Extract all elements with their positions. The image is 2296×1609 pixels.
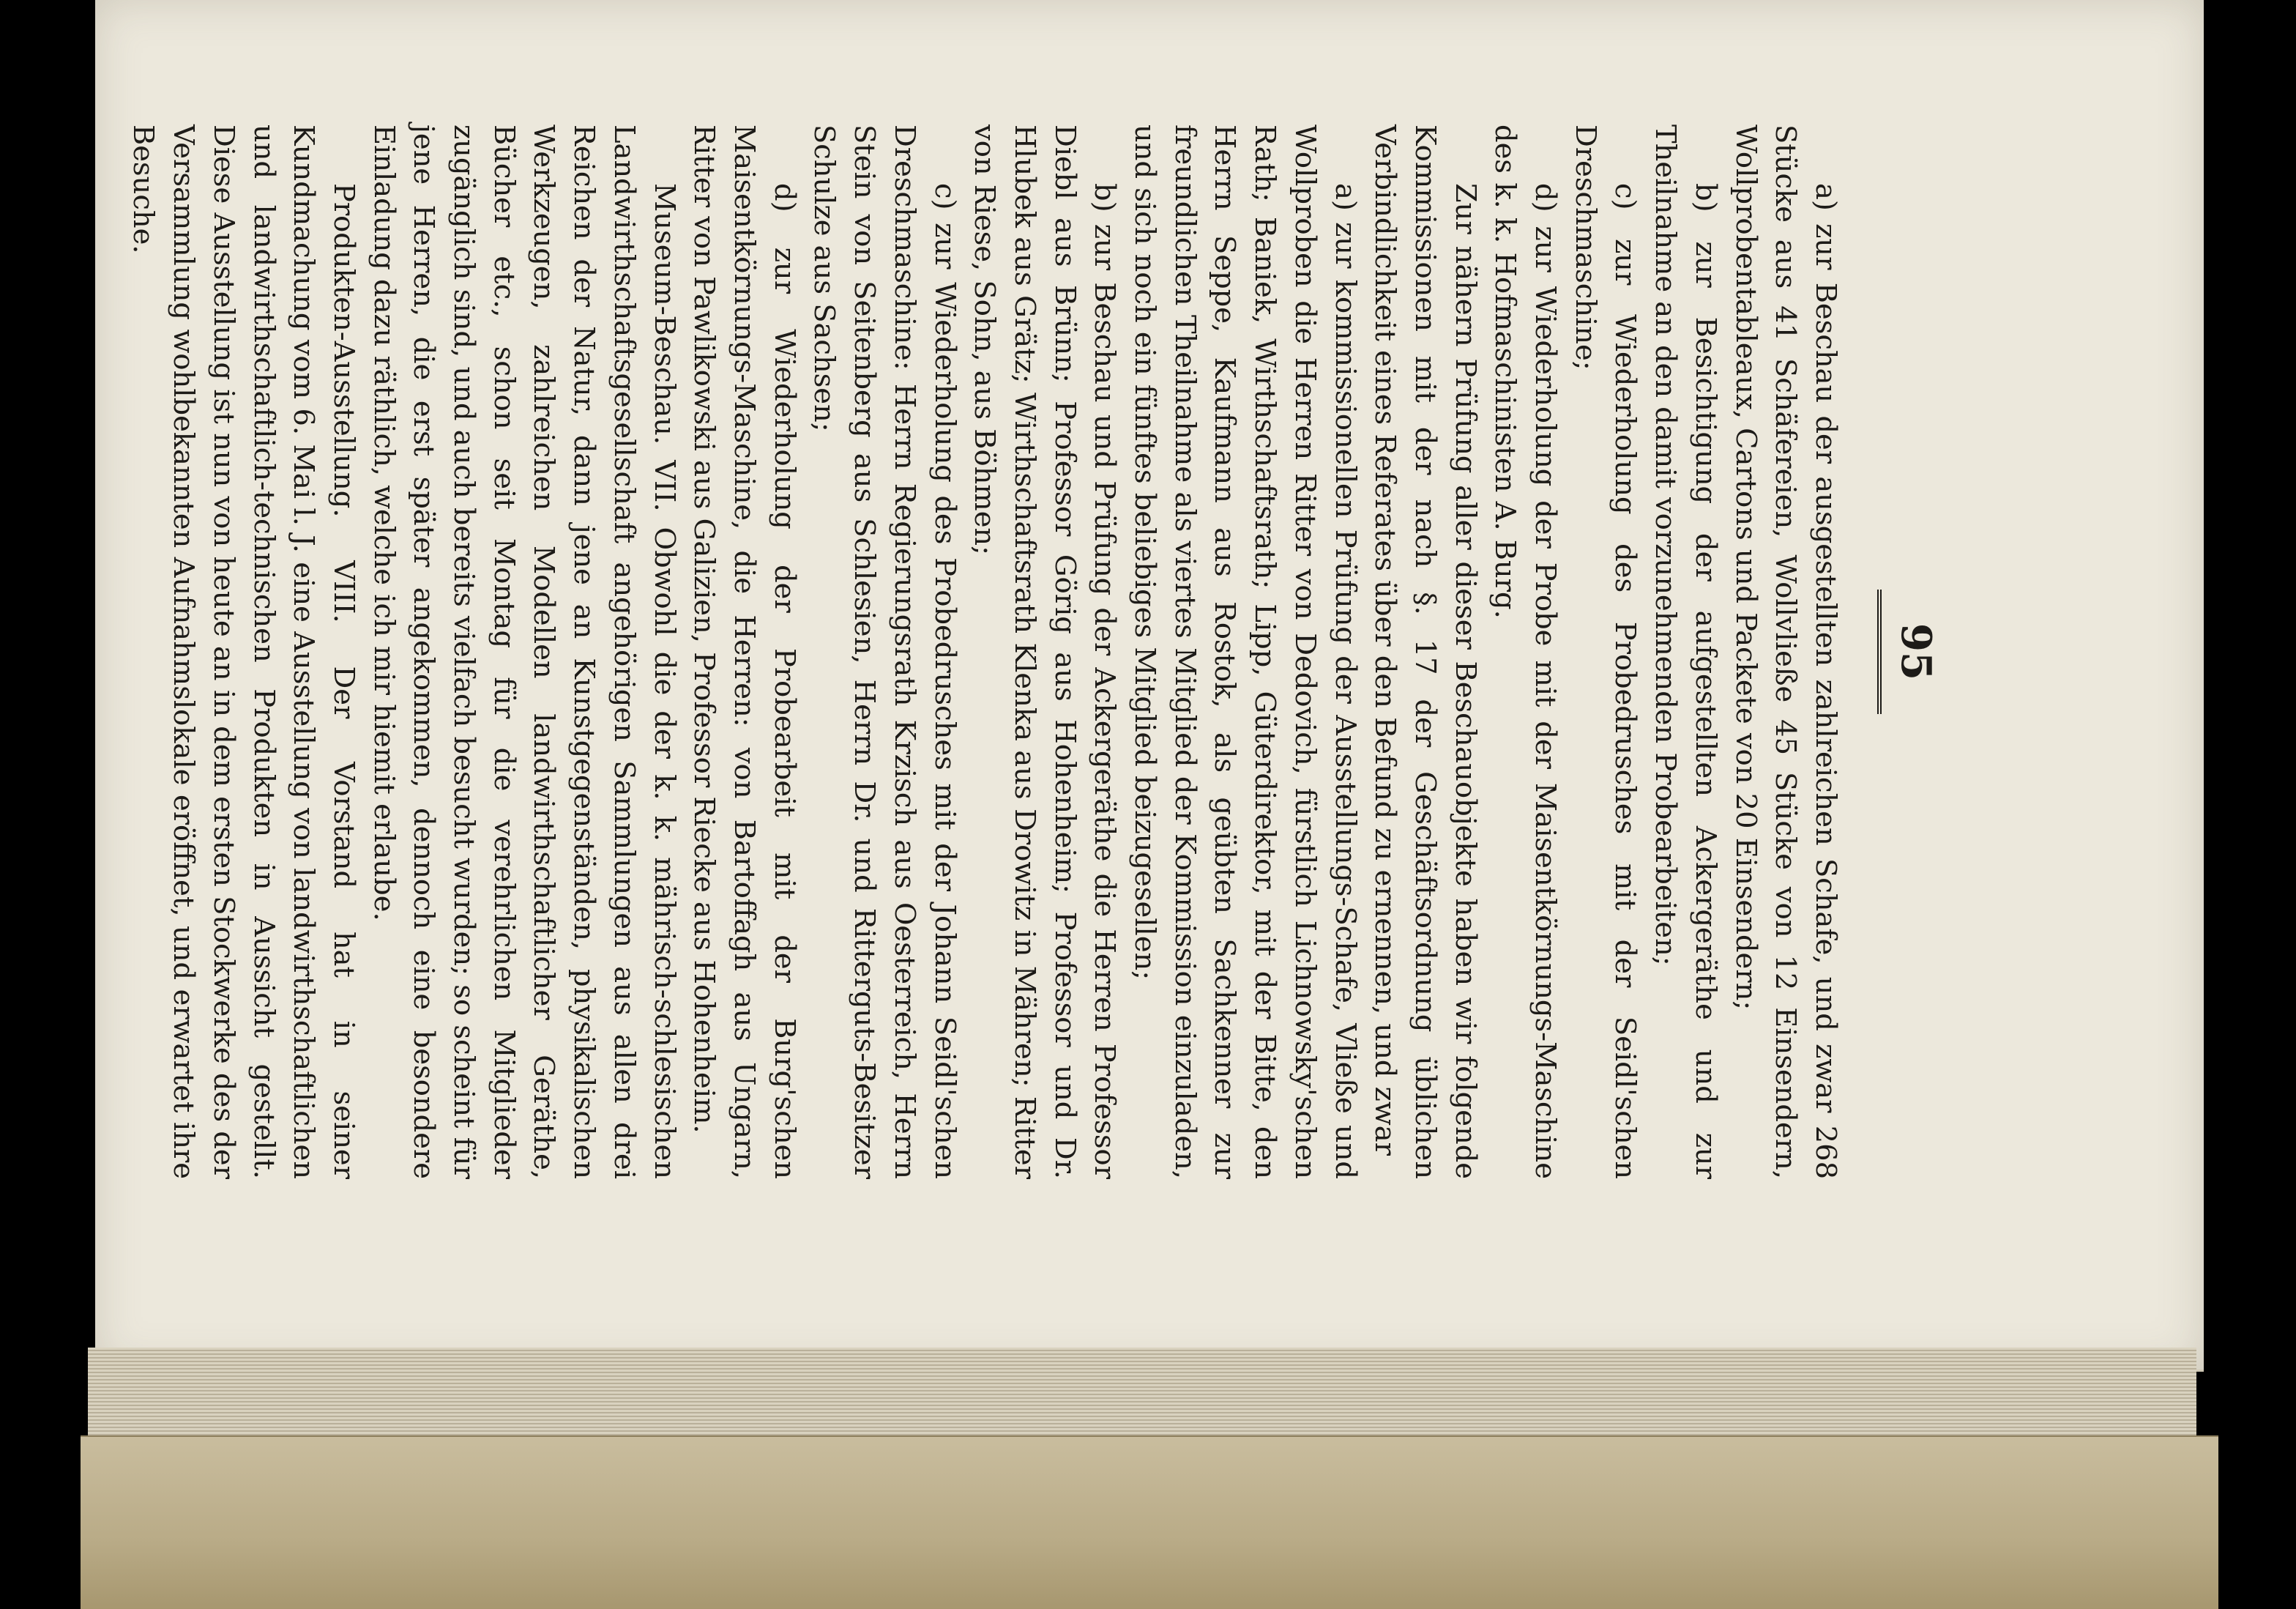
body-text	[123, 125, 1845, 1179]
paragraph: Zur nähern Prüfung aller dieser Beschauobjekte haben wir folgende Kommissionen mit der nach §. 17 der Geschäftsordnung üblichen Verbindlichkeit eines Referates über den Befund zu ernennen, und zwar	[1368, 125, 1482, 1179]
paragraph: c) zur Wiederholung des Probedrusches mit der Seidl'schen Dreschmaschine;	[1568, 125, 1642, 1179]
paragraph: Produkten-Ausstellung. VIII. Der Vorstand hat in seiner Kundmachung vom 6. Mai l. J. eine Ausstellung von landwirthschaftlichen und landwirthschaftlich-technischen Produkten in Aussicht gestellt. Diese Ausstellung ist nun von heute an in dem ersten Stockwerke des der Versammlung wohlbekannten Aufnahmslokale eröffnet, und erwartet ihre Besuche.	[127, 125, 360, 1179]
book-cover	[81, 1435, 2218, 1609]
paragraph: b) zur Besichtigung der aufgestellten Ackergeräthe und zur Theilnahme an den damit vorzunehmenden Probearbeiten;	[1649, 125, 1722, 1179]
paragraph: a) zur Beschau der ausgestellten zahlreichen Schafe, und zwar 268 Stücke aus 41 Schäfereien, Wollvließe 45 Stücke von 12 Einsendern, Wollprobentableaux, Cartons und Packete von 20 Einsendern;	[1729, 125, 1842, 1179]
paragraph: Museum-Beschau. VII. Obwohl die der k. k. mährisch-schlesischen Landwirthschaftsgesellschaft angehörigen Sammlungen aus allen drei Reichen der Natur, dann jene an Kunstgegenständen, physikalischen Werkzeugen, zahlreichen Modellen landwirthschaftlicher Geräthe, Bücher etc., schon seit Montag für die verehrlichen Mitglieder zugänglich sind, und auch bereits vielfach besucht wurden; so scheint für jene Herren, die erst später angekommen, dennoch eine besondere Einladung dazu räthlich, welche ich mir hiemit erlaube.	[367, 125, 681, 1179]
paragraph: d) zur Wiederholung der Probe mit der Maisentkörnungs-Maschine des k. k. Hofmaschinisten A. Burg.	[1488, 125, 1562, 1179]
page-number-rule	[1877, 590, 1882, 714]
page-text-block	[127, 125, 1940, 1179]
paragraph: b) zur Beschau und Prüfung der Ackergeräthe die Herren Professor Diebl aus Brünn; Professor Görig aus Hohenheim; Professor und Dr. Hlubek aus Grätz; Wirthschaftsrath Klenka aus Drowitz in Mähren; Ritter von Riese, Sohn, aus Böhmen;	[968, 125, 1122, 1179]
page-number: 95	[1892, 623, 1940, 680]
paragraph: a) zur kommissionellen Prüfung der Ausstellungs-Schafe, Vließe und Wollproben die Herren Ritter von Dedovich, fürstlich Lichnowsky'schen Rath; Baniek, Wirthschaftsrath; Lipp, Güterdirektor, mit der Bitte, den Herrn Seppe, Kaufmann aus Rostok, als geübten Sachkenner zur freundlichen Theilnahme als viertes Mitglied der Kommission einzuladen, und sich noch ein fünftes beliebiges Mitglied beizugesellen;	[1128, 125, 1362, 1179]
paragraph: d) zur Wiederholung der Probearbeit mit der Burg'schen Maisentkörnungs-Maschine, die Herren: von Bartoffagh aus Ungarn, Ritter von Pawlikowski aus Galizien, Professor Riecke aus Hohenheim.	[687, 125, 801, 1179]
paragraph: c) zur Wiederholung des Probedrusches mit der Johann Seidl'schen Dreschmaschine: Herrn Regierungsrath Krzisch aus Oesterreich, Herrn Stein von Seitenberg aus Schlesien, Herrn Dr. und Ritterguts-Besitzer Schulze aus Sachsen;	[808, 125, 961, 1179]
page-stack-edge	[88, 1348, 2196, 1450]
